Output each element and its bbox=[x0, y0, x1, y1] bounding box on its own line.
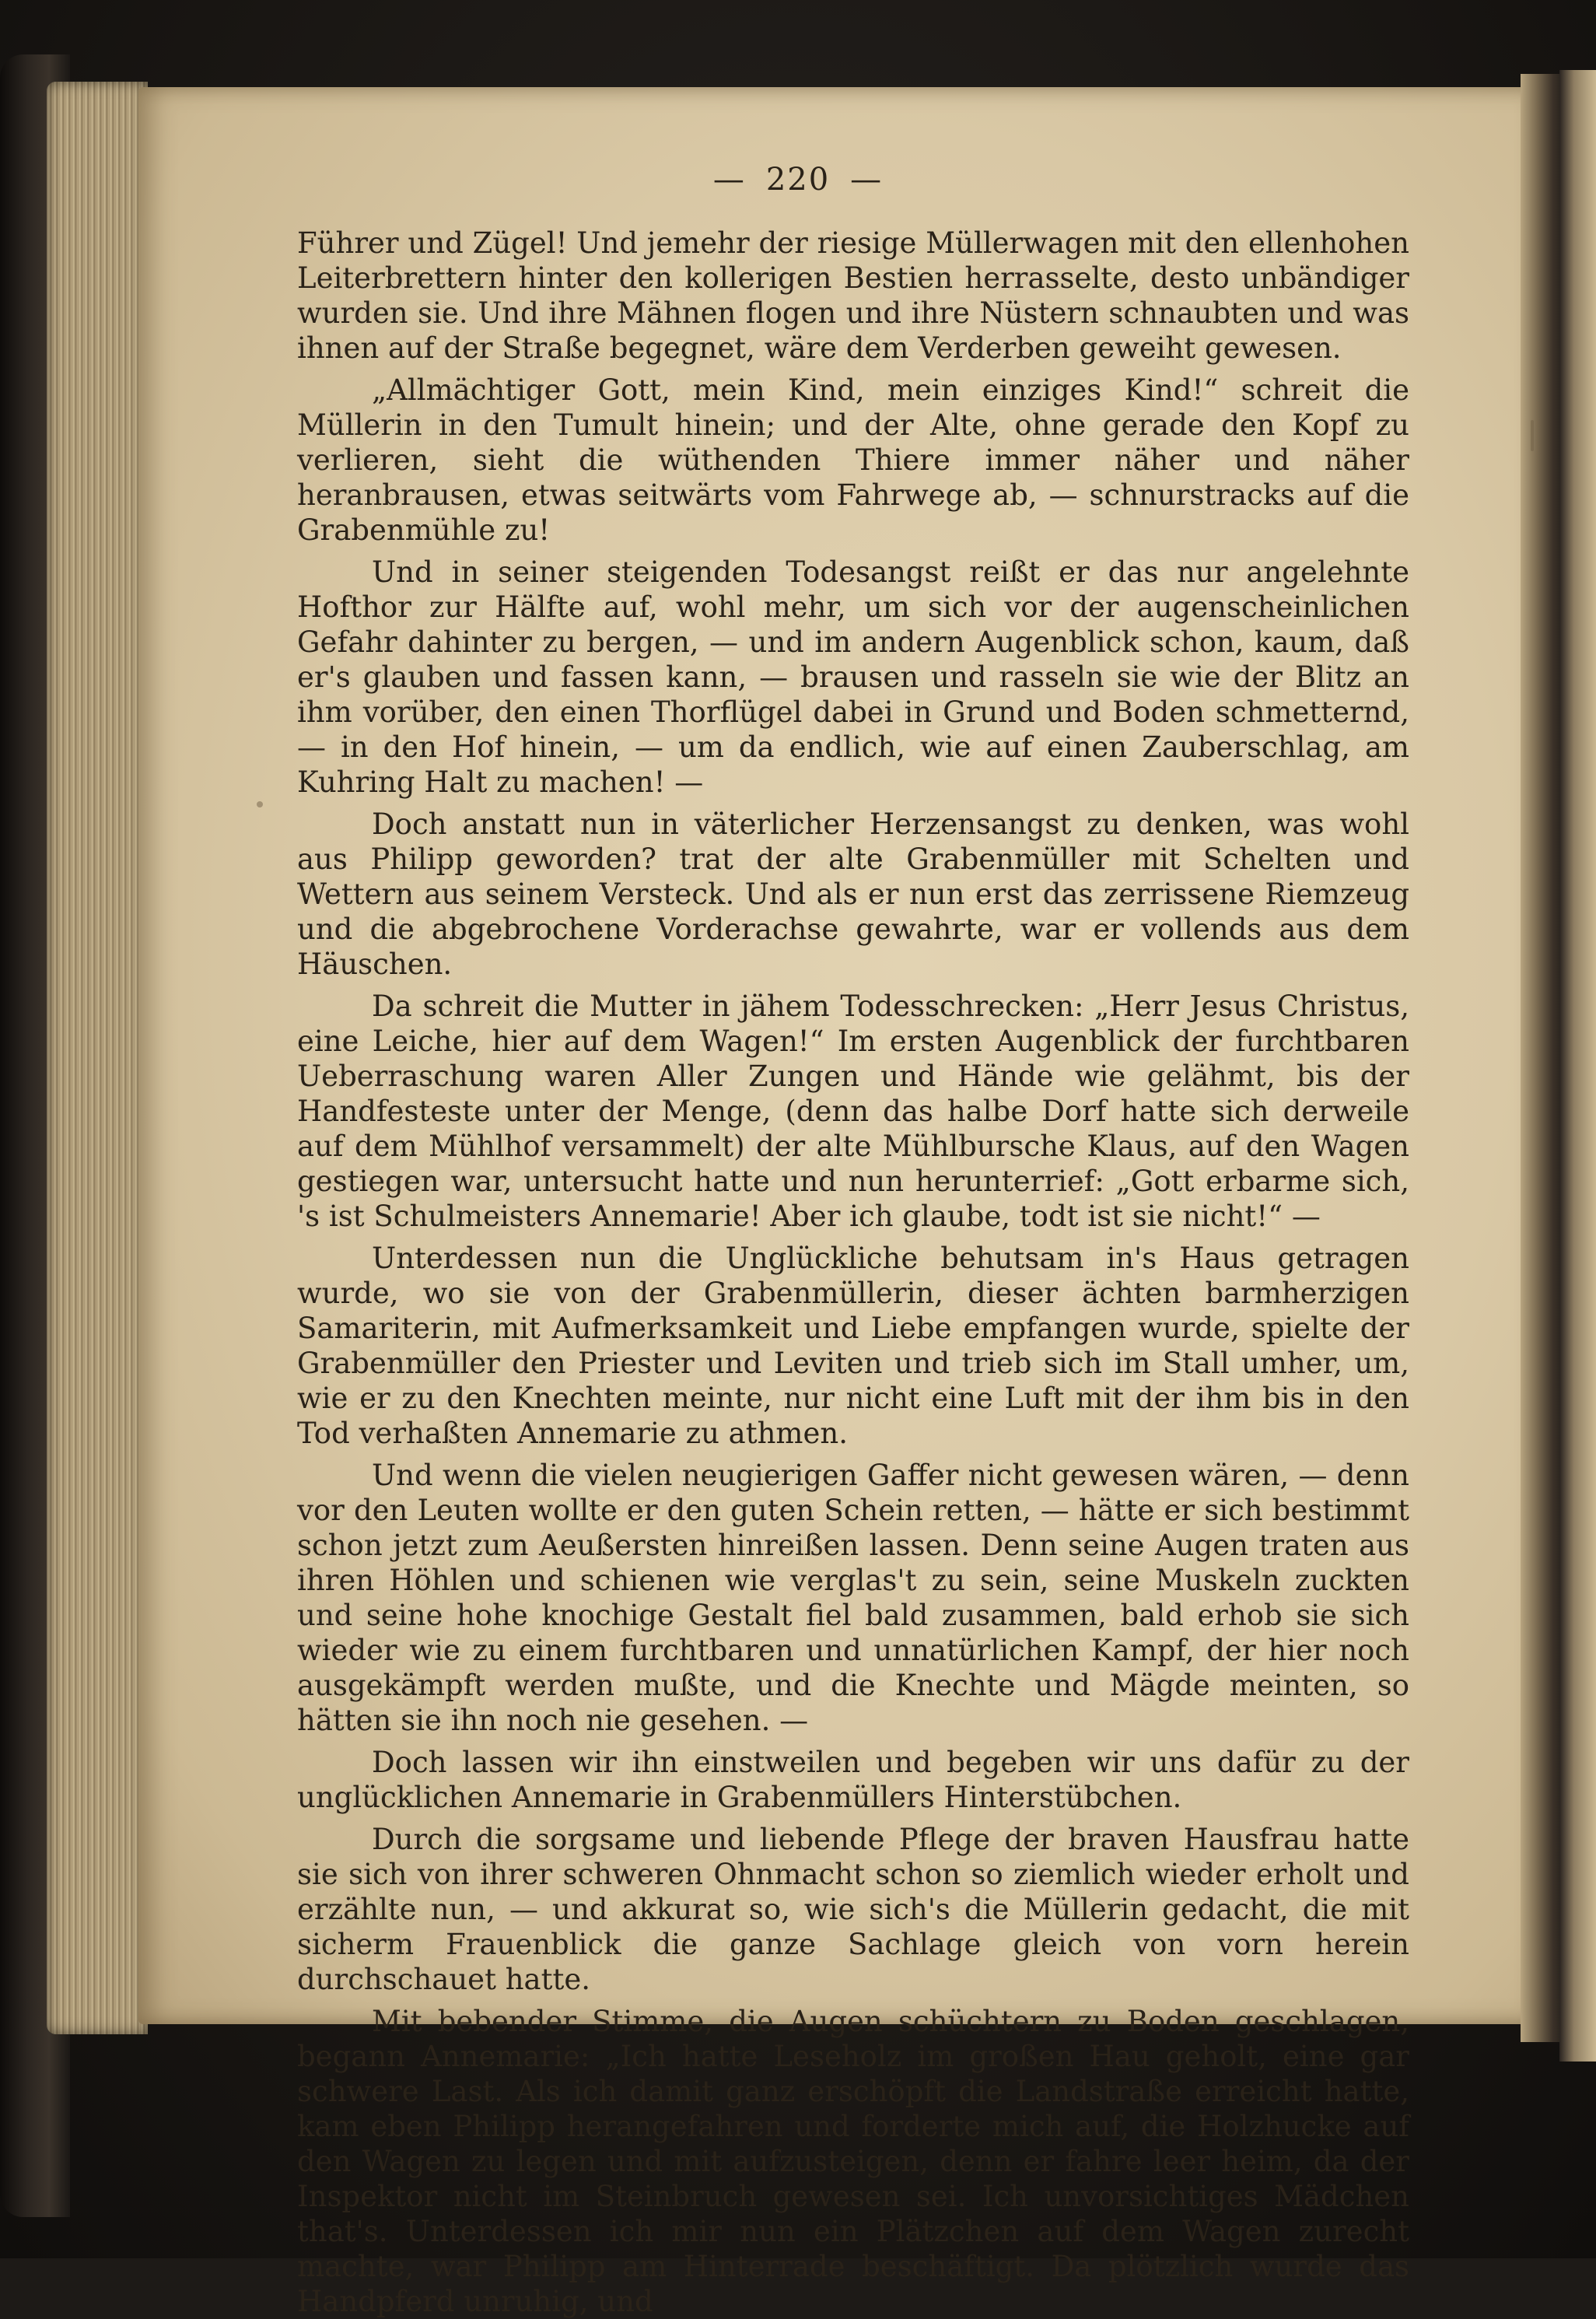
paragraph: Unterdessen nun die Unglückliche behutsam in's Haus getragen wurde, wo sie von der Grabenmüllerin, dieser ächten barmherzigen Samariterin, mit Aufmerksamkeit und Liebe empfangen wurde, spielte der Grabenmüller den Priester und Leviten und trieb sich im Stall umher, um, wie er zu den Knechten meinte, nur nicht eine Luft mit der ihm bis in den Tod verhaßten Annemarie zu athmen. bbox=[297, 1242, 1409, 1450]
paragraph: Doch anstatt nun in väterlicher Herzensangst zu denken, was wohl aus Philipp geworden? trat der alte Grabenmüller mit Schelten und Wettern aus seinem Versteck. Und als er nun erst das zerrissene Riemzeug und die abgebrochene Vorderachse gewahrte, war er vollends aus dem Häuschen. bbox=[297, 807, 1409, 981]
paragraph: Mit bebender Stimme, die Augen schüchtern zu Boden geschlagen, begann Annemarie: „Ich hatte Leseholz im großen Hau geholt, eine gar schwere Last. Als ich damit ganz erschöpft die Landstraße erreicht hatte, kam eben Philipp herangefahren und forderte mich auf, die Holzhucke auf den Wagen zu legen und mit aufzusteigen, denn er fahre leer heim, da der Inspektor nicht im Steinbruch gewesen sei. Ich unvorsichtiges Mädchen that's. Unterdessen ich mir nun ein Plätzchen auf dem Wagen zurecht machte, war Philipp am Hinterrade beschäftigt. Da plötzlich wurde das Handpferd unruhig, und bbox=[297, 2005, 1409, 2318]
page-edges-stack bbox=[47, 82, 148, 2034]
paragraph: Da schreit die Mutter in jähem Todesschrecken: „Herr Jesus Christus, eine Leiche, hier auf dem Wagen!“ Im ersten Augenblick der furchtbaren Ueberraschung waren Aller Zungen und Hände wie gelähmt, bis der Handfesteste unter der Menge, (denn das halbe Dorf hatte sich derweile auf dem Mühlhof versammelt) der alte Mühlbursche Klaus, auf den Wagen gestiegen war, untersucht hatte und nun herunterrief: „Gott erbarme sich, 's ist Schulmeisters Annemarie! Aber ich glaube, todt ist sie nicht!“ — bbox=[297, 990, 1409, 1233]
page-number-dash-left: — bbox=[712, 162, 746, 198]
paragraph: Führer und Zügel! Und jemehr der riesige Müllerwagen mit den ellenhohen Leiterbrettern hinter den kollerigen Bestien herrasselte, desto unbändiger wurden sie. Und ihre Mähnen flogen und ihre Nüstern schnaubten und was ihnen auf der Straße begegnet, wäre dem Verderben geweiht gewesen. bbox=[297, 226, 1409, 365]
paragraph: „Allmächtiger Gott, mein Kind, mein einziges Kind!“ schreit die Müllerin in den Tumult hinein; und der Alte, ohne gerade den Kopf zu verlieren, sieht die wüthenden Thiere immer näher und näher heranbrausen, etwas seitwärts vom Fahrwege ab, — schnurstracks auf die Grabenmühle zu! bbox=[297, 373, 1409, 547]
page-number-dash-right: — bbox=[850, 162, 884, 198]
paragraph: Und wenn die vielen neugierigen Gaffer nicht gewesen wären, — denn vor den Leuten wollte er den guten Schein retten, — hätte er sich bestimmt schon jetzt zum Aeußersten hinreißen lassen. Denn seine Augen traten aus ihren Höhlen und schienen wie verglas't zu sein, seine Muskeln zuckten und seine hohe knochige Gestalt fiel bald zusammen, bald erhob sie sich wieder wie zu einem furchtbaren und unnatürlichen Kampf, der hier noch ausgekämpft werden mußte, und die Knechte und Mägde meinten, so hätten sie ihn noch nie gesehen. — bbox=[297, 1459, 1409, 1737]
paper-mark bbox=[1531, 420, 1534, 451]
body-text bbox=[297, 226, 1409, 2319]
paper-speck bbox=[257, 801, 263, 807]
facing-page-edge bbox=[1559, 70, 1596, 2062]
page-number-value: 220 bbox=[765, 162, 831, 198]
paragraph: Und in seiner steigenden Todesangst reißt er das nur angelehnte Hofthor zur Hälfte auf, wohl mehr, um sich vor der augenscheinlichen Gefahr dahinter zu bergen, — und im andern Augenblick schon, kaum, daß er's glauben und fassen kann, — brausen und rasseln sie wie der Blitz an ihm vorüber, den einen Thorflügel dabei in Grund und Boden schmetternd, — in den Hof hinein, — um da endlich, wie auf einen Zauberschlag, am Kuhring Halt zu machen! — bbox=[297, 555, 1409, 799]
page-number bbox=[0, 162, 1596, 198]
paragraph: Doch lassen wir ihn einstweilen und begeben wir uns dafür zu der unglücklichen Annemarie in Grabenmüllers Hinterstübchen. bbox=[297, 1746, 1409, 1814]
paragraph: Durch die sorgsame und liebende Pflege der braven Hausfrau hatte sie sich von ihrer schweren Ohnmacht schon so ziemlich wieder erholt und erzählte nun, — und akkurat so, wie sich's die Müllerin gedacht, die mit sicherm Frauenblick die ganze Sachlage gleich von vorn herein durchschauet hatte. bbox=[297, 1823, 1409, 1996]
